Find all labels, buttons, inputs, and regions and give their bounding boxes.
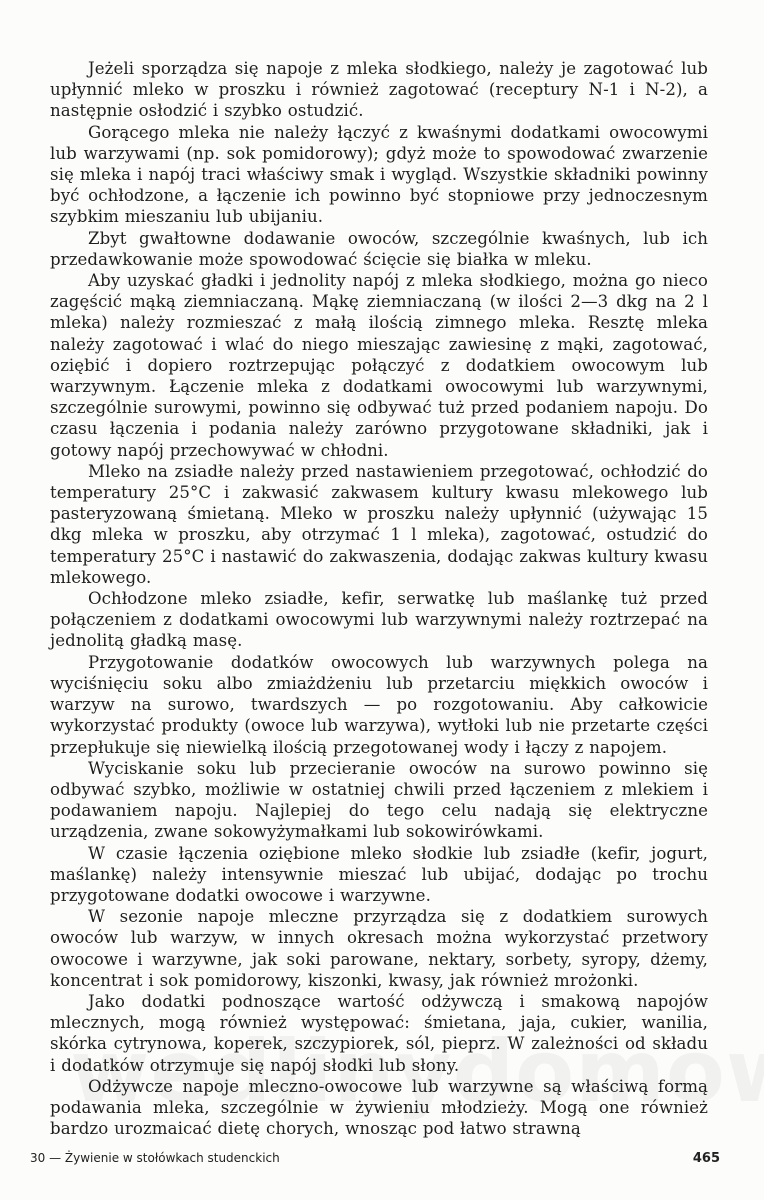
paragraph-9: W czasie łączenia oziębione mleko słodkie lub zsiadłe (kefir, jogurt, maślankę) należy intensywnie mieszać lub ubijać, dodając po trochu przygotowane dodatki owocowe i warzywne. (50, 843, 708, 905)
running-head: 30 — Żywienie w stołówkach studenckich (30, 1151, 280, 1165)
paragraph-8: Wyciskanie soku lub przecieranie owoców na surowo powinno się odbywać szybko, możliwie w ostatniej chwili przed łączeniem z mlekiem i podawaniem napoju. Najlepiej do tego celu nadają się elektryczne urządzenia, zwane sokowyżymałkami lub sokowirówkami. (50, 758, 708, 842)
page-footer (30, 1151, 720, 1166)
paragraph-11: Jako dodatki podnoszące wartość odżywczą i smakową napojów mlecznych, mogą również występować: śmietana, jaja, cukier, wanilia, skórka cytrynowa, koperek, szczypiorek, sól, pieprz. W zależności od składu i dodatków otrzymuje się napój słodki lub słony. (50, 991, 708, 1075)
paragraph-6: Ochłodzone mleko zsiadłe, kefir, serwatkę lub maślankę tuż przed połączeniem z dodatkami owocowymi lub warzywnymi należy roztrzepać na jednolitą gładką masę. (50, 589, 708, 651)
body-text (50, 58, 708, 1139)
paragraph-12: Odżywcze napoje mleczno-owocowe lub warzywne są właściwą formą podawania mleka, szczególnie w żywieniu młodzieży. Mogą one również bardzo urozmaicać dietę chorych, wnosząc pod łatwo strawną (50, 1076, 708, 1139)
paragraph-3: Zbyt gwałtowne dodawanie owoców, szczególnie kwaśnych, lub ich przedawkowanie może spowodować ścięcie się białka w mleku. (50, 228, 708, 269)
paragraph-5: Mleko na zsiadłe należy przed nastawieniem przegotować, ochłodzić do temperatury 25°C i zakwasić zakwasem kultury kwasu mlekowego lub pasteryzowaną śmietaną. Mleko w proszku należy upłynnić (używając 15 dkg mleka w proszku, aby otrzymać 1 l mleka), zagotować, ostudzić do temperatury 25°C i nastawić do zakwaszenia, dodając zakwas kultury kwasu mlekowego. (50, 461, 708, 587)
paragraph-7: Przygotowanie dodatków owocowych lub warzywnych polega na wyciśnięciu soku albo zmiażdżeniu lub przetarciu miękkich owoców i warzyw na surowo, twardszych — po rozgotowaniu. Aby całkowicie wykorzystać produkty (owoce lub warzywa), wytłoki lub nie przetarte części przepłukuje się niewielką ilością przegotowanej wody i łączy z napojem. (50, 652, 708, 757)
paragraph-4: Aby uzyskać gładki i jednolity napój z mleka słodkiego, można go nieco zagęścić mąką ziemniaczaną. Mąkę ziemniaczaną (w ilości 2—3 dkg na 2 l mleka) należy rozmieszać z małą ilością zimnego mleka. Resztę mleka należy zagotować i wlać do niego mieszając zawiesinę z mąki, zagotować, oziębić i dopiero roztrzepując połączyć z dodatkiem owocowym lub warzywnym. Łączenie mleka z dodatkami owocowymi lub warzywnymi, szczególnie surowymi, powinno się odbywać tuż przed podaniem napoju. Do czasu łączenia i podania należy zarówno przygotowane składniki, jak i gotowy napój przechowywać w chłodni. (50, 271, 708, 460)
paragraph-1: Jeżeli sporządza się napoje z mleka słodkiego, należy je zagotować lub upłynnić mleko w proszku i również zagotować (receptury N-1 i N-2), a następnie osłodzić i szybko ostudzić. (50, 59, 708, 121)
paragraph-10: W sezonie napoje mleczne przyrządza się z dodatkiem surowych owoców lub warzyw, w innych okresach można wykorzystać przetwory owocowe i warzywne, jak soki parowane, nektary, sorbety, syropy, dżemy, koncentrat i sok pomidorowy, kiszonki, kwasy, jak również mrożonki. (50, 907, 708, 990)
page-number: 465 (692, 1151, 720, 1166)
paragraph-2: Gorącego mleka nie należy łączyć z kwaśnymi dodatkami owocowymi lub warzywami (np. sok pomidorowy); gdyż może to spowodować zwarzenie się mleka i napój traci właściwy smak i wygląd. Wszystkie składniki powinny być ochłodzone, a łączenie ich powinno być stopniowe przy jednoczesnym szybkim mieszaniu lub ubijaniu. (50, 122, 708, 227)
